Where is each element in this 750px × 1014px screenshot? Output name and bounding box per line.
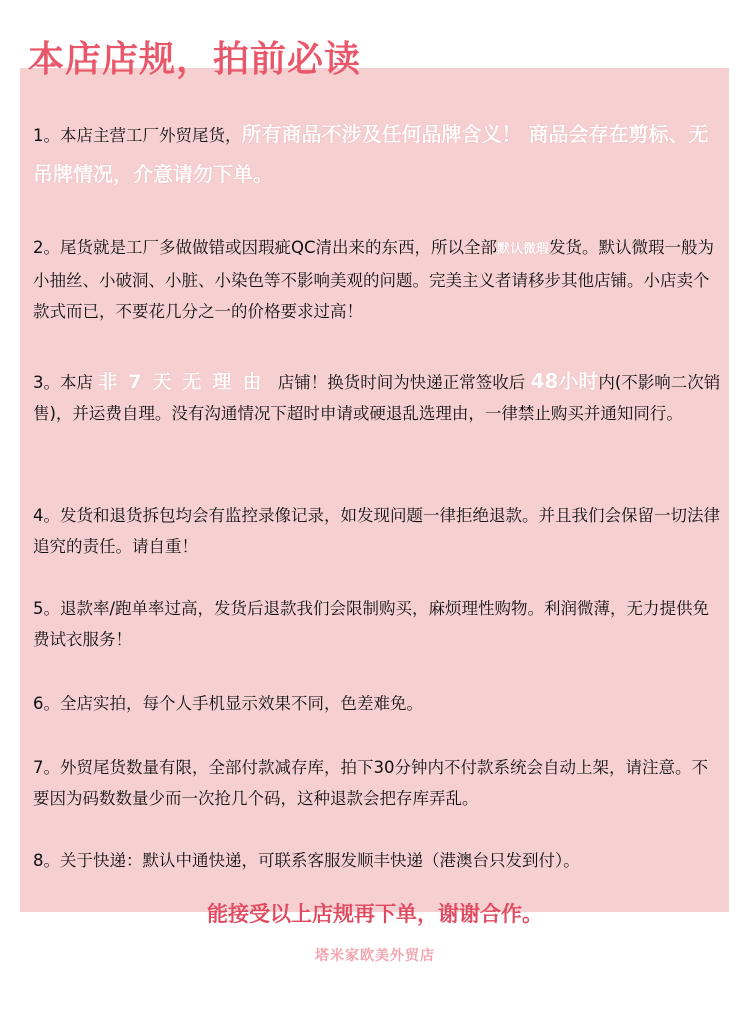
rule-number: 1。 — [33, 126, 60, 145]
rule-text: 发货和退货拆包均会有监控录像记录，如发现问题一律拒绝退款。并且我们会保留一切法律追究的责任。请自重！ — [33, 506, 720, 556]
rule-5 — [33, 593, 723, 655]
rule-number: 7。 — [33, 758, 60, 777]
rule-number: 6。 — [33, 694, 60, 713]
rule-number: 2。 — [33, 238, 60, 257]
rule-7 — [33, 752, 723, 814]
rule-text-cont: 发货。默认微瑕一般为小抽丝、小破洞、小脏、小染色等不影响美观的问题。完美主义者请移步其他店铺。小店卖个款式而已，不要花几分之一的价格要求过高！ — [33, 238, 715, 321]
rule-number: 5。 — [33, 599, 60, 618]
rule-2 — [33, 232, 723, 327]
rule-text: 外贸尾货数量有限，全部付款减存库，拍下30分钟内不付款系统会自动上架，请注意。不要因为码数数量少而一次抢几个码，这种退款会把存库弄乱。 — [33, 758, 708, 808]
rule-text: 关于快递：默认中通快递，可联系客服发顺丰快递（港澳台只发到付）。 — [60, 851, 580, 870]
rule-3 — [33, 366, 723, 429]
rule-8 — [33, 845, 723, 876]
rule-text-cont: 店铺！换货时间为快递正常签收后 — [272, 373, 531, 392]
rule-text: 本店主营工厂外贸尾货， — [60, 126, 242, 145]
rule-text: 全店实拍，每个人手机显示效果不同，色差难免。 — [60, 694, 423, 713]
rule-text: 退款率/跑单率过高，发货后退款我们会限制购买，麻烦理性购物。利润微薄，无力提供免费试衣服务！ — [33, 599, 710, 649]
rule-number: 4。 — [33, 506, 60, 525]
rule-1 — [33, 114, 723, 194]
rule-highlight-48h: 48小时 — [530, 369, 599, 393]
rule-highlight: 默认微瑕 — [497, 242, 550, 257]
rule-text-tail: 内(不影响二次销售)，并运费自理。没有沟通情况下超时申请或硬退乱选理由，一律禁止购买并通知同行。 — [33, 373, 721, 423]
page-title: 本店店规，拍前必读 — [28, 39, 362, 80]
rule-number: 3。 — [33, 373, 60, 392]
rule-highlight: 所有商品不涉及任何品牌含义！ 商品会存在剪标、无吊牌情况，介意请勿下单。 — [33, 122, 709, 186]
shop-name: 塔米家欧美外贸店 — [315, 948, 435, 964]
closing-note: 能接受以上店规再下单，谢谢合作。 — [207, 902, 543, 926]
rule-text: 尾货就是工厂多做做错或因瑕疵QC清出来的东西，所以全部 — [60, 238, 498, 257]
rule-highlight-no-reason: 非7天无理由 — [98, 371, 273, 393]
rule-text: 本店 — [60, 373, 99, 392]
rule-number: 8。 — [33, 851, 60, 870]
rule-6 — [33, 688, 723, 719]
rule-4 — [33, 500, 723, 562]
